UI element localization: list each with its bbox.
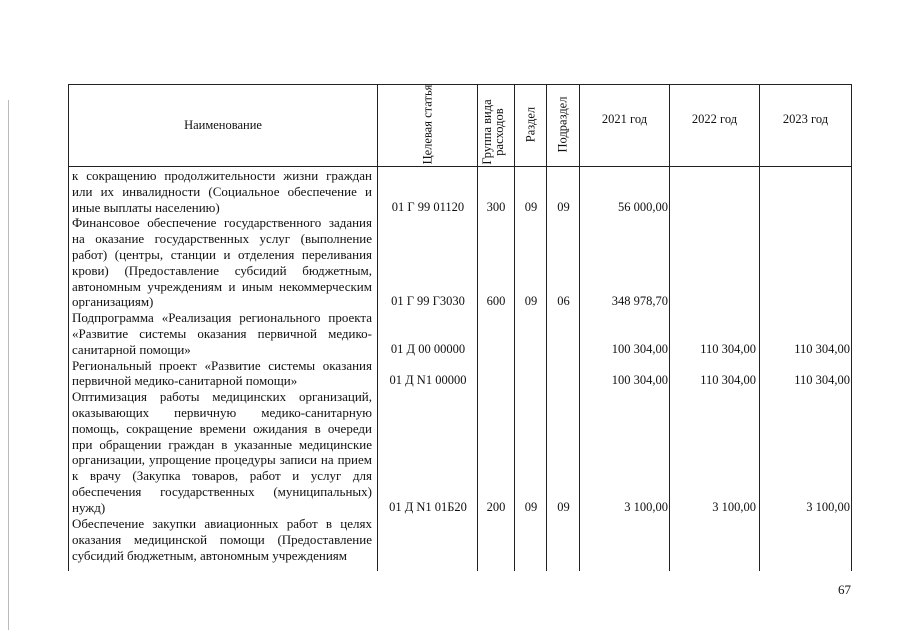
col-divider (477, 84, 478, 571)
header-code: Целевая статья (420, 84, 435, 165)
col-divider (759, 84, 760, 571)
scan-edge-mark (8, 100, 9, 630)
row-code: 01 Д 00 00000 (390, 341, 466, 356)
header-2021: 2021 год (601, 112, 648, 126)
row-2023: 110 304,00 (794, 341, 850, 356)
row-code: 01 Г 99 01120 (391, 199, 465, 214)
row-subsection: 06 (557, 294, 570, 309)
row-2022: 110 304,00 (700, 373, 756, 388)
row-group: 200 (486, 499, 506, 514)
col-divider (669, 84, 670, 571)
row-name: Подпрограмма «Реализация регионального проекта «Развитие системы оказания первичной медико-санитарной помощи» (72, 310, 372, 357)
row-code: 01 Д N1 00000 (389, 373, 467, 388)
row-code: 01 Д N1 01Б20 (389, 499, 467, 514)
header-2022: 2022 год (691, 112, 738, 126)
header-name: Наименование (184, 118, 262, 132)
page-number: 67 (838, 582, 851, 597)
col-divider (851, 84, 852, 571)
header-section: Раздел (523, 106, 538, 143)
row-2021: 56 000,00 (618, 199, 668, 214)
row-section: 09 (524, 199, 538, 214)
row-2023: 3 100,00 (806, 499, 850, 514)
col-divider (514, 84, 515, 571)
row-section: 09 (524, 294, 538, 309)
row-section: 09 (524, 499, 538, 514)
header-subsection: Подраздел (555, 96, 570, 153)
col-divider (377, 84, 378, 571)
row-group: 300 (486, 199, 506, 214)
header-group: Группа вида расходов (480, 99, 506, 165)
row-name: Обеспечение закупки авиационных работ в целях оказания медицинской помощи (Предоставление субсидий бюджетным, автономным учреждениям (72, 516, 372, 563)
row-code: 01 Г 99 Г3030 (391, 294, 465, 309)
row-subsection: 09 (557, 499, 570, 514)
row-group: 600 (486, 294, 506, 309)
row-subsection: 09 (557, 199, 570, 214)
row-2021: 3 100,00 (624, 499, 668, 514)
row-2023: 110 304,00 (794, 373, 850, 388)
row-name: к сокращению продолжительности жизни граждан или их инвалидности (Социальное обеспечение и иные выплаты населению) (72, 168, 372, 215)
header-2023: 2023 год (782, 112, 829, 126)
col-divider (546, 84, 547, 571)
row-2021: 348 978,70 (611, 294, 668, 309)
header-divider (68, 166, 852, 167)
col-divider (579, 84, 580, 571)
row-2021: 100 304,00 (611, 341, 668, 356)
row-2021: 100 304,00 (611, 373, 668, 388)
row-name: Финансовое обеспечение государственного задания на оказание государственных услуг (выполнение работ) (центры, станции и отделения переливания крови) (Предоставление субсидий бюджетным, автономным учреждениям и иным некоммерческим организациям) (72, 215, 372, 310)
row-name: Региональный проект «Развитие системы оказания первичной медико-санитарной помощи» (72, 357, 372, 389)
row-2022: 110 304,00 (700, 341, 756, 356)
row-2022: 3 100,00 (712, 499, 756, 514)
row-name: Оптимизация работы медицинских организаций, оказывающих первичную медико-санитарную помощь, сокращение времени ожидания в очереди при обращении граждан в указанные медицинские организации, упрощение процедуры записи на прием к врачу (Закупка товаров, работ и услуг для обеспечения государственных (муниципальных) нужд) (72, 389, 372, 515)
